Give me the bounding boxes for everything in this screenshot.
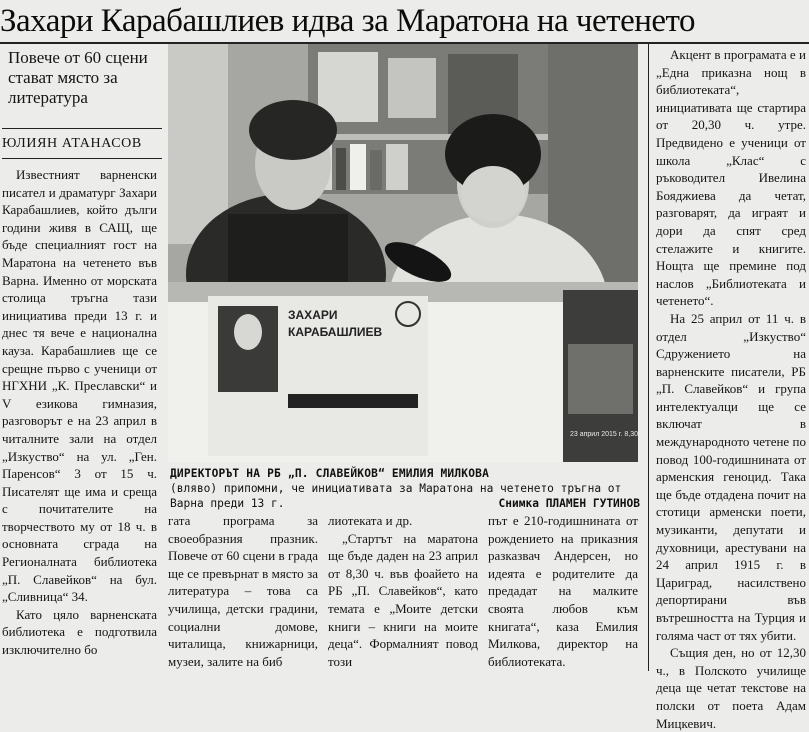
poster-name-line2: КАРАБАШЛИЕВ xyxy=(288,325,383,339)
paragraph: Акцент в програмата е и „Една приказна нощ в библиотеката“, инициативата ще стартира от 20,30 ч. утре. Предвидено е ученици от школа „Клас“ с ръководител Ивелина Бояджиева да четат, разговарят, да играят и дори да спят сред стелажите и книгите. Нощта ще премине под наслов „Библиотеката и четенето“. xyxy=(656,47,806,309)
paragraph: Известният варненски писател и драматург Захари Карабашлиев, който дълги години живя в САЩ, ще бъде специалният гост на Маратона на четенето във Варна. Именно от морската столица тръгна тази инициатива преди 13 г. и днес тя вече е национална кауза. Карабашлиев ще се срещне първо с ученици от НГХНИ „К. Преславски“ и V езикова гимназия, разговорът е на 23 април в читалните зали на отдел „Изкуство“ на ул. „Ген. Паренсов“ 3 от 15 ч. Писателят ще има и среща с почитателите на творчеството му от 18 ч. в основната сграда на Регионалната библиотека „П. Славейков“ на бул. „Сливница“ 34. xyxy=(2,167,157,605)
article-column-2 xyxy=(168,512,318,671)
photo-image xyxy=(168,44,646,462)
paragraph: път е 210-годишнината от рождението на приказния разказвач Андерсен, но идеята е родителите да предадат на малките своята любов към книгата“, каза Емилия Милкова, директор на библиотеката. xyxy=(488,513,638,669)
headline: Захари Карабашлиев идва за Маратона на четенето xyxy=(0,3,696,39)
byline: ЮЛИЯН АТАНАСОВ xyxy=(2,136,142,151)
byline-rule xyxy=(2,158,162,159)
paragraph: гата програма за своеобразния празник. Повече от 60 сцени в града ще се превърнат в място за литература – това са училища, детски градини, социални домове, читалища, книжарници, музеи, залите на биб xyxy=(168,513,318,669)
poster-pen-icon xyxy=(288,394,418,408)
paragraph: лиотеката и др. xyxy=(328,513,413,528)
deck-rule xyxy=(2,128,162,129)
article-column-3 xyxy=(328,512,478,671)
photo xyxy=(168,44,646,462)
column-divider xyxy=(648,44,649,671)
caption-text: (вляво) припомни, че инициативата за Маратона на четенето тръгна от Варна преди 13 г. xyxy=(170,482,622,510)
article-column-1 xyxy=(2,166,157,671)
photo-credit: Снимка ПЛАМЕН ГУТИНОВ xyxy=(498,497,640,510)
poster-date: 23 април 2015 г. 8,30 ч. xyxy=(570,431,646,438)
article-column-5 xyxy=(656,46,806,731)
paragraph: Като цяло варненската библиотека е подготвила изключително бо xyxy=(2,606,157,658)
photo-caption xyxy=(170,466,640,511)
deck: Повече от 60 сцени стават място за литература xyxy=(8,48,148,107)
caption-lead: ДИРЕКТОРЪТ НА РБ „П. СЛАВЕЙКОВ“ ЕМИЛИЯ МИЛКОВА xyxy=(170,467,490,480)
paragraph: Същия ден, но от 12,30 ч., в Полското училище деца ще четат текстове на полски от поета Адам Мицкевич. xyxy=(656,645,806,731)
article-column-4 xyxy=(488,512,638,671)
paragraph: На 25 април от 11 ч. в отдел „Изкуство“ Сдружението на варненските писатели, РБ „П. Славейков“ и група интелектуалци ще се включат в международното четене по повод 100-годишнината от арменския геноцид. Така ще бъде отдадена почит на стотици арменски поети, музиканти, депутати и духовници, арестувани на 24 април 1915 г. в Цариград, насилствено депортирани във вътрешността на Турция и голяма част от тях убити. xyxy=(656,310,806,643)
poster-name-line1: ЗАХАРИ xyxy=(288,308,338,322)
paragraph: „Стартът на маратона ще бъде даден на 23 април от 8,30 ч. във фоайето на РБ „П. Славейков“, като темата е „Моите детски книги – книги на моите деца“. Формалният повод този xyxy=(328,530,478,669)
